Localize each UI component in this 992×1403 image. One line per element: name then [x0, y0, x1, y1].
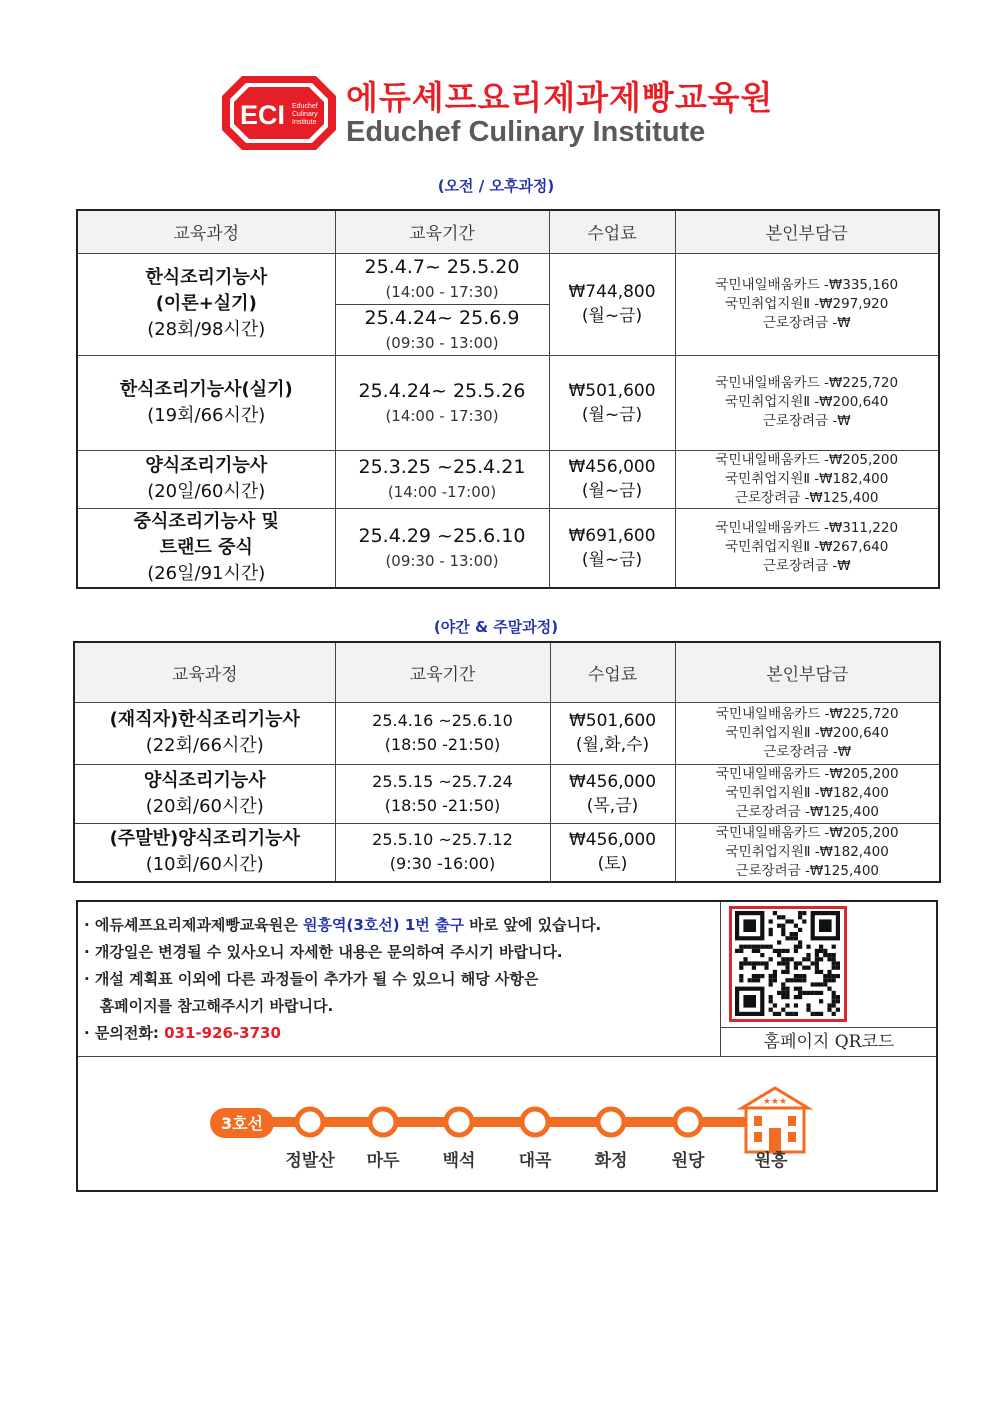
period-cell: 25.5.15 ~25.7.24 (18:50 -21:50) [335, 764, 550, 823]
phone-number[interactable]: 031-926-3730 [164, 1024, 281, 1042]
qr-label: 홈페이지 QR코드 [721, 1027, 937, 1056]
header-course: 교육과정 [74, 642, 335, 702]
station-label: 화정 [594, 1151, 628, 1171]
station-label: 원흥 [754, 1151, 788, 1171]
svg-text:ECI: ECI [240, 100, 286, 130]
period-cell: 25.4.7~ 25.5.20 (14:00 - 17:30) [335, 253, 549, 304]
note-homepage: 홈페이지를 참고해주시기 바랍니다. [84, 997, 334, 1015]
station-marker [522, 1109, 548, 1135]
table-row [77, 450, 939, 508]
table-row [77, 355, 939, 450]
period-cell: 25.4.24~ 25.5.26 (14:00 - 17:30) [335, 355, 549, 450]
qr-cell [720, 902, 937, 1056]
station-marker [297, 1109, 323, 1135]
course-cell: 양식조리기능사 (20회/60시간) [74, 764, 335, 823]
station-label: 원당 [671, 1151, 705, 1171]
note-additional-courses: · 개설 계획표 이외에 다른 과정들이 추가가 될 수 있으니 해당 사항은 [84, 970, 539, 988]
table-row [77, 508, 939, 588]
fee-cell: ₩456,000 (토) [550, 823, 675, 882]
station-marker [675, 1109, 701, 1135]
period-cell: 25.4.29 ~25.6.10 (09:30 - 13:00) [335, 508, 549, 588]
table-header-row [74, 642, 940, 702]
note-phone: · 문의전화: 031-926-3730 [84, 1024, 281, 1042]
table-row [74, 823, 940, 882]
day-schedule-table [76, 209, 940, 589]
header-fee: 수업료 [549, 210, 675, 253]
burden-cell: 국민내일배움카드 -₩335,160 국민취업지원Ⅱ -₩297,920 근로장려금 -₩ [675, 253, 939, 355]
station-label: 백석 [442, 1151, 476, 1171]
burden-cell: 국민내일배움카드 -₩205,200 국민취업지원Ⅱ -₩182,400 근로장려금 -₩125,400 [675, 450, 939, 508]
fee-cell: ₩501,600 (월~금) [549, 355, 675, 450]
fee-cell: ₩744,800 (월~금) [549, 253, 675, 355]
course-cell: (주말반)양식조리기능사 (10회/60시간) [74, 823, 335, 882]
burden-cell: 국민내일배움카드 -₩205,200 국민취업지원Ⅱ -₩182,400 근로장려금 -₩125,400 [675, 764, 940, 823]
note-location: · 에듀셰프요리제과제빵교육원은 원흥역(3호선) 1번 출구 바로 앞에 있습니다. [84, 916, 602, 934]
svg-text:3호선: 3호선 [220, 1114, 264, 1133]
fee-cell: ₩456,000 (목,금) [550, 764, 675, 823]
svg-text:Educhef: Educhef [292, 103, 318, 110]
svg-text:★★★: ★★★ [762, 1097, 788, 1107]
institute-name-korean: 에듀셰프요리제과제빵교육원 [346, 78, 774, 117]
header-course: 교육과정 [77, 210, 335, 253]
period-cell: 25.4.16 ~25.6.10 (18:50 -21:50) [335, 702, 550, 764]
period-cell: 25.5.10 ~25.7.12 (9:30 -16:00) [335, 823, 550, 882]
burden-cell: 국민내일배움카드 -₩205,200 국민취업지원Ⅱ -₩182,400 근로장려금 -₩125,400 [675, 823, 940, 882]
info-box [76, 900, 938, 1192]
station-marker [370, 1109, 396, 1135]
logo [220, 72, 780, 154]
header-burden: 본인부담금 [675, 642, 940, 702]
station-label: 대곡 [518, 1151, 552, 1171]
header-period: 교육기간 [335, 210, 549, 253]
burden-cell: 국민내일배움카드 -₩225,720 국민취업지원Ⅱ -₩200,640 근로장려금 -₩ [675, 355, 939, 450]
fee-cell: ₩456,000 (월~금) [549, 450, 675, 508]
fee-cell: ₩691,600 (월~금) [549, 508, 675, 588]
table-header-row [77, 210, 939, 253]
qr-code[interactable] [729, 906, 847, 1022]
course-cell: 양식조리기능사 (20일/60시간) [77, 450, 335, 508]
day-section-title: (오전 / 오후과정) [437, 177, 555, 195]
notes-list [84, 912, 714, 1047]
note-schedule-change: · 개강일은 변경될 수 있사오니 자세한 내용은 문의하여 주시기 바랍니다. [84, 943, 563, 961]
burden-cell: 국민내일배움카드 -₩311,220 국민취업지원Ⅱ -₩267,640 근로장려금 -₩ [675, 508, 939, 588]
burden-cell: 국민내일배움카드 -₩225,720 국민취업지원Ⅱ -₩200,640 근로장려금 -₩ [675, 702, 940, 764]
eci-logo-icon [220, 74, 338, 152]
header-period: 교육기간 [335, 642, 550, 702]
header-burden: 본인부담금 [675, 210, 939, 253]
station-marker [598, 1109, 624, 1135]
svg-text:Culinary: Culinary [292, 111, 318, 118]
course-cell: 한식조리기능사(실기) (19회/66시간) [77, 355, 335, 450]
station-marker [446, 1109, 472, 1135]
svg-text:Institute: Institute [292, 119, 317, 126]
table-row [74, 702, 940, 764]
qr-code-icon [732, 909, 844, 1019]
station-label: 정발산 [285, 1151, 335, 1171]
subway-map [78, 1058, 936, 1192]
table-row [74, 764, 940, 823]
night-section-title: (야간 & 주말과정) [433, 618, 559, 636]
notes-area [78, 902, 936, 1057]
course-cell: (재직자)한식조리기능사 (22회/66시간) [74, 702, 335, 764]
subway-line-icon [78, 1058, 936, 1192]
institute-name-english: Educhef Culinary Institute [346, 116, 706, 148]
night-schedule-table [73, 641, 941, 883]
course-cell: 중식조리기능사 및 트랜드 중식 (26일/91시간) [77, 508, 335, 588]
header-fee: 수업료 [550, 642, 675, 702]
building-icon [742, 1088, 808, 1152]
period-cell: 25.4.24~ 25.6.9 (09:30 - 13:00) [335, 304, 549, 355]
period-cell: 25.3.25 ~25.4.21 (14:00 -17:00) [335, 450, 549, 508]
station-label: 마두 [366, 1151, 400, 1171]
course-cell: 한식조리기능사 (이론+실기) (28회/98시간) [77, 253, 335, 355]
table-row [77, 253, 939, 304]
fee-cell: ₩501,600 (월,화,수) [550, 702, 675, 764]
